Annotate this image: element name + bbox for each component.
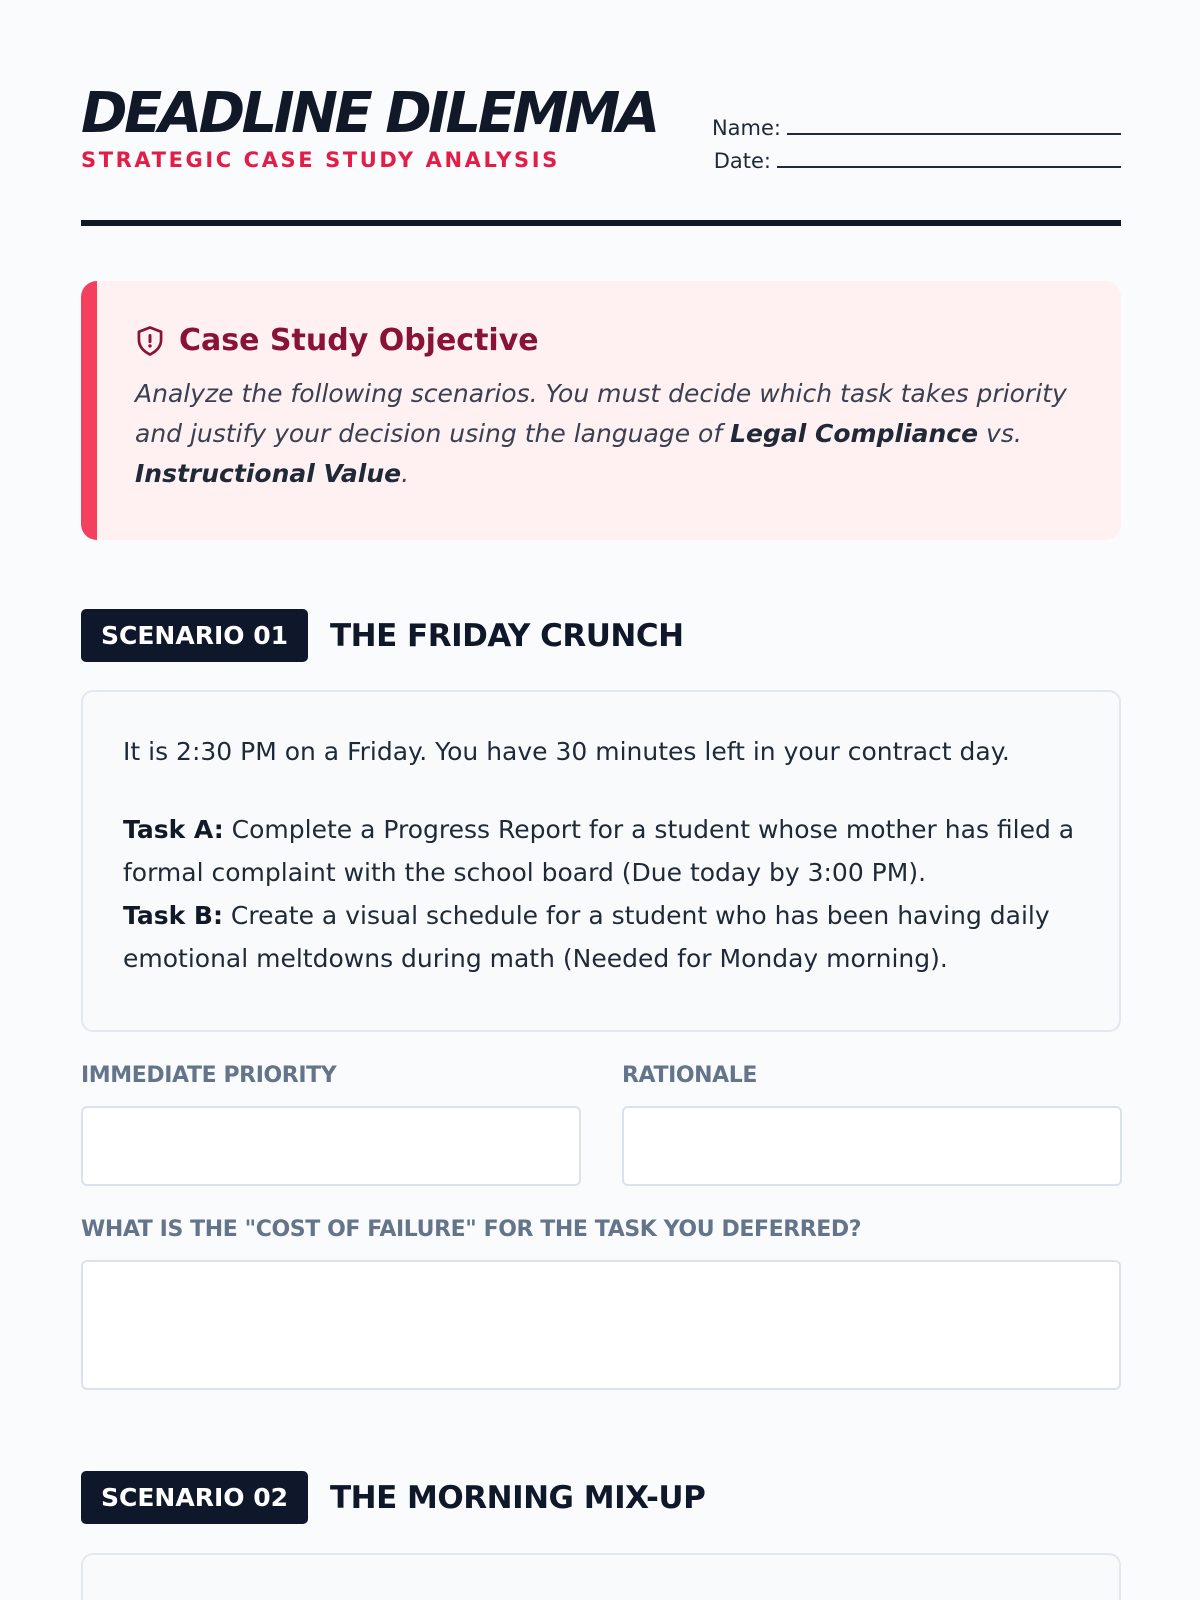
scenario-2-card xyxy=(81,1553,1121,1600)
header xyxy=(81,81,1121,224)
scenario-1-intro: It is 2:30 PM on a Friday. You have 30 minutes left in your contract day. xyxy=(123,737,1010,766)
header-divider xyxy=(81,220,1121,226)
name-line xyxy=(712,112,1121,145)
objective-header xyxy=(135,323,1081,358)
objective-title: Case Study Objective xyxy=(179,323,539,358)
cost-of-failure-input[interactable] xyxy=(81,1260,1121,1390)
scenario-2-header xyxy=(81,1471,705,1524)
objective-text-part: Analyze the following scenarios. You must decide which task takes priority and justify your decision using the language of xyxy=(135,379,1067,448)
priority-input[interactable] xyxy=(81,1106,581,1186)
rationale-input[interactable] xyxy=(622,1106,1122,1186)
date-blank[interactable] xyxy=(777,150,1121,168)
objective-text-part: vs. xyxy=(978,419,1022,448)
objective-callout xyxy=(81,281,1121,540)
page-title: DEADLINE DILEMMA xyxy=(81,81,657,146)
scenario-1-title: THE FRIDAY CRUNCH xyxy=(330,617,684,654)
date-label: Date: xyxy=(713,149,771,173)
task-b-text: Create a visual schedule for a student who has been having daily emotional meltdowns during math (Needed for Monday morning). xyxy=(123,901,1050,973)
scenario-2-title: THE MORNING MIX-UP xyxy=(330,1479,706,1516)
task-a-text: Complete a Progress Report for a student whose mother has filed a formal complaint with the school board (Due today by 3:00 PM). xyxy=(123,815,1075,887)
shield-icon xyxy=(135,325,165,357)
task-b-label: Task B: xyxy=(123,901,223,930)
name-blank[interactable] xyxy=(787,117,1121,135)
cost-of-failure-label: WHAT IS THE "COST OF FAILURE" FOR THE TASK YOU DEFERRED? xyxy=(81,1217,862,1242)
scenario-1-card xyxy=(81,690,1121,1032)
scenario-1-badge: SCENARIO 01 xyxy=(81,609,308,662)
name-label: Name: xyxy=(711,116,781,140)
scenario-1-task-b xyxy=(123,894,1079,980)
page-subtitle: STRATEGIC CASE STUDY ANALYSIS xyxy=(81,148,560,172)
objective-text-part: . xyxy=(401,459,410,488)
task-a-label: Task A: xyxy=(123,815,224,844)
term-legal-compliance: Legal Compliance xyxy=(730,419,979,448)
rationale-label: RATIONALE xyxy=(622,1063,758,1088)
scenario-2-badge: SCENARIO 02 xyxy=(81,1471,308,1524)
objective-text xyxy=(135,374,1081,494)
scenario-1-task-a xyxy=(123,808,1079,894)
term-instructional-value: Instructional Value xyxy=(135,459,402,488)
date-line xyxy=(712,145,1121,178)
priority-label: IMMEDIATE PRIORITY xyxy=(81,1063,337,1088)
name-date-block xyxy=(712,112,1121,178)
scenario-1-header xyxy=(81,609,684,662)
